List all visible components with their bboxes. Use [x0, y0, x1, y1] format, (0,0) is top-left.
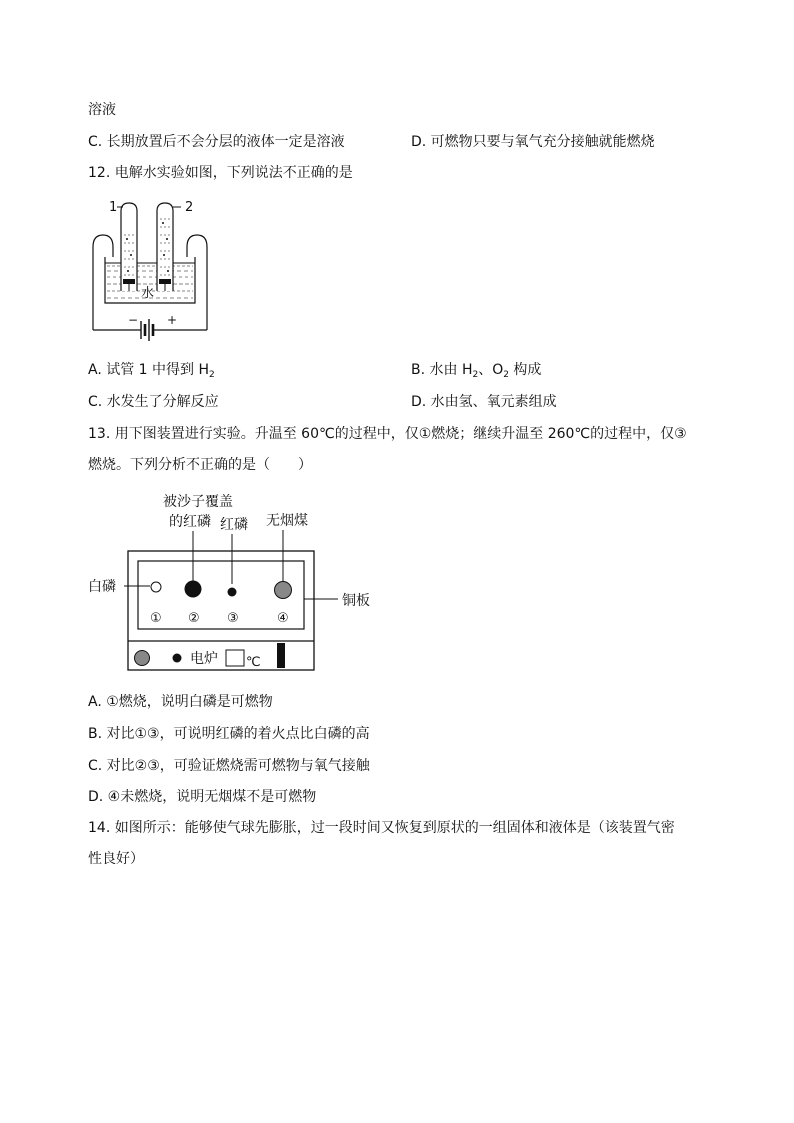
q13-option-c: C. 对比②③，可验证燃烧需可燃物与氧气接触: [88, 758, 370, 774]
electrolysis-figure: [85, 195, 215, 345]
furnace-indicator-icon: [173, 654, 182, 663]
degree-label: ℃: [246, 655, 261, 670]
q14-stem-line1: 14. 如图所示：能够使气球先膨胀，过一段时间又恢复到原状的一组固体和液体是（该装置气密: [88, 820, 675, 836]
red-phosphorus-label: 红磷: [220, 517, 248, 533]
q13-stem-line1: 13. 用下图装置进行实验。升温至 60℃的过程中，仅①燃烧；继续升温至 260℃的过程中，仅③: [88, 426, 687, 442]
q11-option-c: C. 长期放置后不会分层的液体一定是溶液: [88, 134, 345, 150]
furnace-switch-icon: [277, 643, 285, 668]
battery-minus-label: −: [128, 313, 139, 327]
q12-option-d: D. 水由氢、氧元素组成: [411, 394, 557, 410]
furnace-knob-icon: [135, 651, 150, 666]
q13-option-d: D. ④未燃烧，说明无烟煤不是可燃物: [88, 789, 317, 805]
red-phosphorus-sample: [228, 588, 237, 597]
sample-num-1: ①: [150, 611, 162, 626]
q11-option-d: D. 可燃物只要与氧气充分接触就能燃烧: [411, 134, 655, 150]
q11-tail: 溶液: [88, 102, 116, 118]
tube-1-label: 1: [109, 200, 118, 215]
q13-stem-line2: 燃烧。下列分析不正确的是（ ）: [88, 457, 312, 473]
anthracite-label: 无烟煤: [266, 513, 308, 529]
combustion-apparatus-figure: [80, 488, 380, 678]
sample-num-4: ④: [277, 611, 289, 626]
temperature-display: [226, 650, 244, 666]
q12-option-a: A. 试管 1 中得到 $H_2$: [88, 362, 215, 380]
tube-2-label: 2: [185, 200, 194, 215]
white-phosphorus-label: 白磷: [88, 579, 116, 595]
q13-option-a: A. ①燃烧，说明白磷是可燃物: [88, 694, 273, 710]
copper-plate-label: 铜板: [342, 593, 370, 609]
battery-plus-label: +: [167, 313, 178, 327]
white-phosphorus-sample: [151, 582, 161, 592]
covered-red-phosphorus-label-line2: 的红磷: [169, 514, 211, 530]
q14-stem-line2: 性良好）: [88, 851, 144, 867]
q12-option-b: B. 水由 $H_2$、$O_2$ 构成: [411, 362, 542, 380]
sample-num-2: ②: [188, 611, 200, 626]
sample-num-3: ③: [227, 611, 239, 626]
anthracite-sample: [275, 582, 292, 599]
q12-stem: 12. 电解水实验如图，下列说法不正确的是: [88, 165, 353, 181]
covered-red-phosphorus-sample: [185, 581, 202, 598]
furnace-label: 电炉: [190, 651, 218, 667]
q13-option-b: B. 对比①③，可说明红磷的着火点比白磷的高: [88, 726, 370, 742]
q12-option-c: C. 水发生了分解反应: [88, 394, 219, 410]
water-label: 水: [141, 286, 155, 301]
covered-red-phosphorus-label-line1: 被沙子覆盖: [163, 494, 233, 510]
